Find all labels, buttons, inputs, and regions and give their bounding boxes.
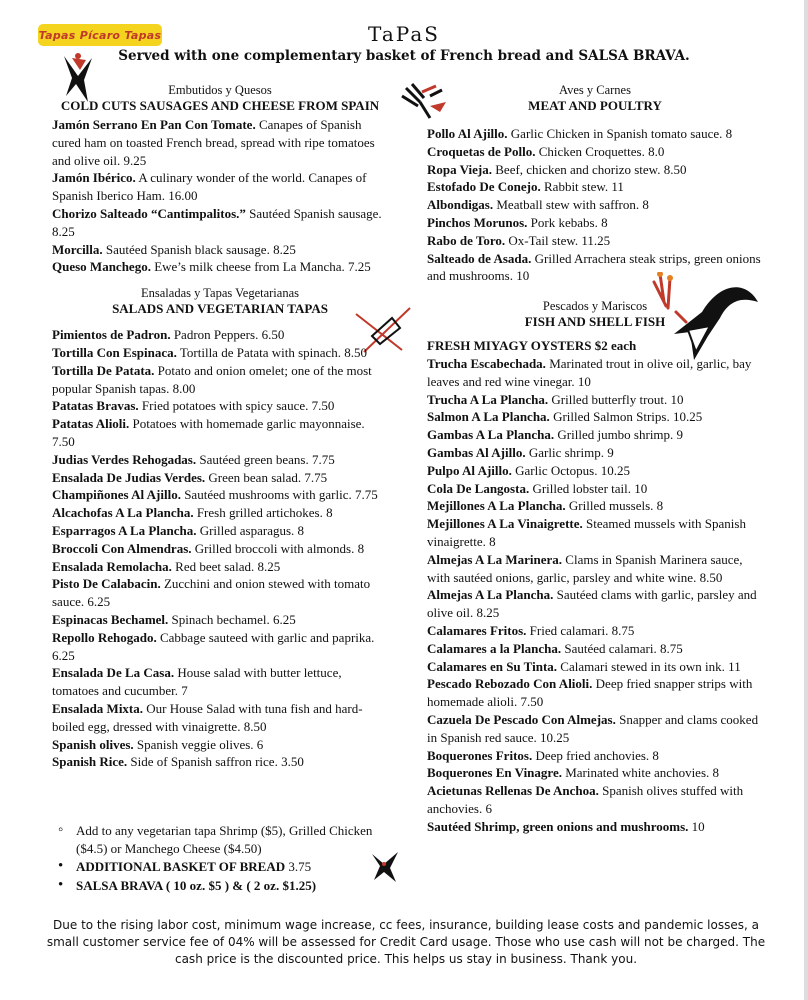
section-title-english: FISH AND SHELL FISH	[524, 314, 666, 330]
menu-item-description: Our House Salad with tuna fish and hard-boiled egg, dressed with vinaigrette. 8.50	[52, 700, 363, 734]
menu-item-name: Pescado Rebozado Con Alioli.	[427, 676, 593, 692]
menu-item-name: Ensalada Remolacha.	[52, 558, 172, 574]
menu-item-description: Tortilla de Patata with spinach. 8.50	[176, 344, 368, 360]
section-header	[52, 286, 388, 316]
menu-item-name: Queso Manchego.	[52, 259, 151, 275]
menu-item	[427, 444, 763, 462]
menu-item	[427, 355, 763, 391]
page-title: TaPaS	[368, 22, 440, 46]
menu-item-name: Jamón Serrano En Pan Con Tomate.	[52, 117, 256, 132]
menu-item	[52, 169, 388, 205]
menu-item-description: Grilled broccoli with almonds. 8	[191, 540, 365, 556]
menu-item	[427, 640, 763, 658]
menu-item	[52, 540, 388, 558]
menu-item-name: Espinacas Bechamel.	[52, 611, 169, 627]
menu-item-name: Patatas Alioli.	[52, 416, 130, 432]
menu-item	[427, 391, 763, 409]
add-on-note: ◦ Add to any vegetarian tapa Shrimp ($5), Grilled Chicken ($4.5) or Manchego Cheese ($4.50)	[58, 822, 398, 857]
menu-item-description: Green bean salad. 7.75	[205, 469, 328, 485]
menu-item-name: Gambas A La Plancha.	[427, 427, 555, 443]
bread-basket-label: ADDITIONAL BASKET OF BREAD	[76, 859, 286, 874]
menu-item-description: Grilled mussels. 8	[565, 498, 664, 514]
menu-item	[52, 469, 388, 487]
menu-item-name: Sautéed Shrimp, green onions and mushrooms.	[427, 818, 689, 834]
menu-item	[52, 522, 388, 540]
menu-item	[427, 462, 763, 480]
menu-item-name: Alcachofas A La Plancha.	[52, 505, 194, 521]
menu-item-description: Potatoes with homemade garlic mayonnaise. 7.50	[52, 416, 365, 449]
menu-item-name: Croquetas de Pollo.	[427, 143, 536, 159]
menu-item	[52, 611, 388, 629]
menu-item-description: Grilled Arrachera steak strips, green onions and mushrooms. 10	[427, 250, 761, 284]
menu-item-name: Cola De Langosta.	[427, 480, 530, 496]
menu-item-description: Potato and onion omelet; one of the most popular Spanish tapas. 8.00	[52, 362, 372, 396]
extras-list	[58, 822, 398, 895]
menu-item-description: Snapper and clams cooked in Spanish red sauce. 10.25	[427, 711, 759, 745]
menu-item-description: Fresh grilled artichokes. 8	[193, 505, 333, 521]
menu-item-name: Morcilla.	[52, 241, 103, 257]
menu-item-description: Grilled asparagus. 8	[196, 522, 305, 538]
menu-item	[427, 426, 763, 444]
menu-item	[427, 782, 763, 818]
menu-item-name: Calamares a la Plancha.	[427, 640, 562, 656]
menu-item-description: Ewe’s milk cheese from La Mancha. 7.25	[150, 259, 371, 275]
menu-item	[52, 664, 388, 700]
restaurant-logo: Tapas Pícaro Tapas	[38, 24, 162, 46]
menu-item-description: Grilled butterfly trout. 10	[548, 391, 684, 407]
menu-item-description: House salad with butter lettuce, tomatoes and cucumber. 7	[52, 665, 342, 699]
menu-item-description: Sautéed mushrooms with garlic. 7.75	[180, 487, 378, 503]
section-title-spanish: Ensaladas y Tapas Vegetarianas	[141, 286, 299, 301]
menu-item-name: Gambas Al Ajillo.	[427, 444, 526, 460]
right-column	[427, 83, 763, 835]
menu-item-description: Fried potatoes with spicy sauce. 7.50	[138, 398, 335, 414]
section-title-spanish: Embutidos y Quesos	[168, 83, 272, 97]
menu-item-name: Esparragos A La Plancha.	[52, 522, 197, 538]
menu-item	[427, 125, 763, 143]
menu-item-name: Ensalada De Judias Verdes.	[52, 469, 206, 485]
menu-item	[52, 736, 388, 754]
menu-item-name: Ropa Vieja.	[427, 161, 492, 177]
menu-item-description: Sautéed clams with garlic, parsley and olive oil. 8.25	[427, 587, 757, 621]
menu-item	[52, 629, 388, 665]
menu-item-name: Broccoli Con Almendras.	[52, 540, 192, 556]
menu-item-name: Judias Verdes Rehogadas.	[52, 451, 197, 467]
menu-item	[52, 415, 388, 451]
menu-item-description: Grilled jumbo shrimp. 9	[554, 427, 684, 443]
menu-item-name: Spanish Rice.	[52, 754, 128, 770]
menu-item-name: Ensalada De La Casa.	[52, 665, 175, 681]
menu-item	[52, 205, 388, 241]
menu-item-name: Trucha A La Plancha.	[427, 391, 549, 407]
menu-item	[427, 658, 763, 676]
menu-item-name: Pisto De Calabacin.	[52, 576, 161, 592]
menu-item-description: Beef, chicken and chorizo stew. 8.50	[492, 161, 687, 177]
menu-item-name: Pulpo Al Ajillo.	[427, 462, 512, 478]
menu-item-description: Grilled Salmon Strips. 10.25	[549, 409, 703, 425]
menu-item-description: Spinach bechamel. 6.25	[168, 611, 296, 627]
menu-item-name: Jamón Ibérico.	[52, 170, 136, 186]
salsa-brava-label: SALSA BRAVA ( 10 oz. $5 ) & ( 2 oz. $1.25)	[76, 877, 317, 893]
menu-item	[427, 675, 763, 711]
menu-item	[427, 515, 763, 551]
menu-item-description: Deep fried anchovies. 8	[532, 747, 659, 763]
menu-item-description: Chicken Croquettes. 8.0	[535, 143, 665, 159]
menu-item-name: Estofado De Conejo.	[427, 179, 541, 195]
menu-item	[52, 451, 388, 469]
menu-item-name: Tortilla Con Espinaca.	[52, 344, 177, 360]
menu-item	[52, 344, 388, 362]
menu-item-description: Garlic shrimp. 9	[525, 444, 614, 460]
section-title-english: COLD CUTS SAUSAGES AND CHEESE FROM SPAIN	[60, 98, 380, 113]
menu-item-description: Marinated white anchovies. 8	[561, 765, 720, 781]
menu-item	[52, 241, 388, 259]
menu-item-name: Trucha Escabechada.	[427, 355, 546, 371]
menu-item-description: Deep fried snapper strips with homemade alioli. 7.50	[427, 676, 753, 710]
salsa-brava-item	[58, 877, 398, 895]
menu-item-name: Albondigas.	[427, 197, 494, 213]
credit-card-fee-notice: Due to the rising labor cost, minimum wage increase, cc fees, insurance, building lease costs and pandemic losses, a small customer service fee of 04% will be assessed for Credit Card usage. Those who use cash will not be charged. The cash price is the discounted price. This helps us stay in business. Thank you.	[46, 918, 766, 966]
section-title-english: SALADS AND VEGETARIAN TAPAS	[112, 301, 328, 317]
menu-item	[52, 504, 388, 522]
menu-item	[427, 408, 763, 426]
menu-item-description: Clams in Spanish Marinera sauce, with sautéed onions, garlic, parsley and white wine. 8.50	[427, 551, 743, 585]
menu-item-name: Calamares Fritos.	[427, 622, 527, 638]
menu-item	[427, 214, 763, 232]
menu-item-description: Spanish olives stuffed with anchovies. 6	[427, 783, 744, 816]
section-header	[427, 299, 763, 329]
menu-item-name: Boquerones En Vinagre.	[427, 765, 562, 781]
menu-item	[427, 232, 763, 250]
menu-item	[427, 161, 763, 179]
section-header	[427, 83, 763, 113]
menu-item-description: Spanish veggie olives. 6	[133, 736, 264, 752]
menu-item	[52, 486, 388, 504]
menu-item	[427, 764, 763, 782]
menu-item	[427, 747, 763, 765]
menu-item	[52, 326, 388, 344]
menu-item-name: Rabo de Toro.	[427, 232, 506, 248]
menu-item	[427, 196, 763, 214]
menu-item-name: Patatas Bravas.	[52, 398, 139, 414]
menu-item-description: 10	[688, 818, 705, 834]
menu-item	[52, 397, 388, 415]
menu-item-description: Steamed mussels with Spanish vinaigrette. 8	[427, 516, 746, 549]
menu-item-name: Mejillones A La Vinaigrette.	[427, 516, 583, 532]
section-title-english: MEAT AND POULTRY	[528, 98, 662, 113]
menu-item-description: Sautéed Spanish black sausage. 8.25	[102, 241, 296, 257]
menu-item-description: Fried calamari. 8.75	[526, 622, 635, 638]
menu-item-description: Ox-Tail stew. 11.25	[505, 232, 611, 248]
menu-item-description: Side of Spanish saffron rice. 3.50	[127, 754, 304, 770]
menu-item	[427, 818, 763, 836]
menu-item-description: Sautéed green beans. 7.75	[196, 451, 335, 467]
menu-item-name: Repollo Rehogado.	[52, 629, 157, 645]
menu-item	[52, 700, 388, 736]
menu-item-name: Calamares en Su Tinta.	[427, 658, 558, 674]
menu-item	[52, 258, 388, 276]
menu-item	[427, 711, 763, 747]
menu-item-description: Meatball stew with saffron. 8	[493, 197, 649, 213]
menu-item	[427, 622, 763, 640]
menu-item-name: Pollo Al Ajillo.	[427, 126, 508, 141]
menu-item	[427, 480, 763, 498]
menu-item-name: Almejas A La Marinera.	[427, 551, 563, 567]
menu-item	[427, 178, 763, 196]
menu-item-description: Red beet salad. 8.25	[171, 558, 281, 574]
menu-item-name: Tortilla De Patata.	[52, 362, 155, 378]
menu-item	[427, 497, 763, 515]
menu-item-name: Cazuela De Pescado Con Almejas.	[427, 711, 616, 727]
menu-item-name: Pinchos Morunos.	[427, 214, 528, 230]
menu-item-description: Grilled lobster tail. 10	[529, 480, 648, 496]
menu-item	[52, 753, 388, 771]
section-title-spanish: Aves y Carnes	[559, 83, 631, 97]
menu-item-description: Pork kebabs. 8	[527, 214, 608, 230]
menu-item	[52, 575, 388, 611]
menu-item-name: FRESH MIYAGY OYSTERS $2 each	[427, 338, 637, 354]
menu-item-description: A culinary wonder of the world. Canapes of Spanish Iberico Ham. 16.00	[52, 170, 367, 204]
menu-item-name: Chorizo Salteado “Cantimpalitos.”	[52, 205, 246, 221]
menu-item-name: Salmon A La Plancha.	[427, 409, 550, 425]
menu-item-description: Sautéed Spanish sausage. 8.25	[52, 205, 382, 239]
menu-item-name: Pimientos de Padron.	[52, 327, 171, 343]
menu-item-description: Calamari stewed in its own ink. 11	[557, 658, 741, 674]
menu-item	[52, 558, 388, 576]
page-subtitle: Served with one complementary basket of French bread and SALSA BRAVA.	[118, 48, 690, 64]
menu-item	[427, 250, 763, 286]
menu-item-description: Canapes of Spanish cured ham on toasted French bread, spread with ripe tomatoes and olive oil. 9.25	[52, 117, 375, 168]
left-column	[52, 83, 388, 771]
menu-item-name: Ensalada Mixta.	[52, 700, 144, 716]
menu-item-name: Champiñones Al Ajillo.	[52, 487, 181, 503]
section-title-spanish: Pescados y Mariscos	[542, 299, 648, 314]
menu-item	[52, 116, 388, 169]
menu-item	[427, 586, 763, 622]
menu-item-name: Salteado de Asada.	[427, 250, 532, 266]
menu-item-description: Garlic Octopus. 10.25	[511, 462, 630, 478]
menu-item	[52, 362, 388, 398]
menu-item	[427, 143, 763, 161]
bread-basket-item	[58, 858, 398, 876]
menu-item-name: Mejillones A La Plancha.	[427, 498, 566, 514]
menu-item-description: Garlic Chicken in Spanish tomato sauce. 8	[507, 126, 733, 141]
menu-item	[427, 551, 763, 587]
menu-item-name: Boquerones Fritos.	[427, 747, 533, 763]
menu-item-description: Padron Peppers. 6.50	[170, 327, 285, 343]
menu-item-description: Sautéed calamari. 8.75	[561, 640, 683, 656]
menu-item-description: Cabbage sauteed with garlic and paprika. 6.25	[52, 629, 375, 663]
menu-item-description: Marinated trout in olive oil, garlic, bay leaves and red wine vinegar. 10	[427, 355, 752, 389]
menu-item	[427, 337, 763, 355]
menu-item-description: Zucchini and onion stewed with tomato sauce. 6.25	[52, 576, 371, 610]
section-header	[52, 83, 388, 113]
menu-item-name: Almejas A La Plancha.	[427, 587, 554, 603]
menu-item-description: Rabbit stew. 11	[540, 179, 624, 195]
menu-item-name: Acietunas Rellenas De Anchoa.	[427, 783, 599, 799]
menu-item-name: Spanish olives.	[52, 736, 134, 752]
bread-basket-price: 3.75	[288, 859, 312, 874]
